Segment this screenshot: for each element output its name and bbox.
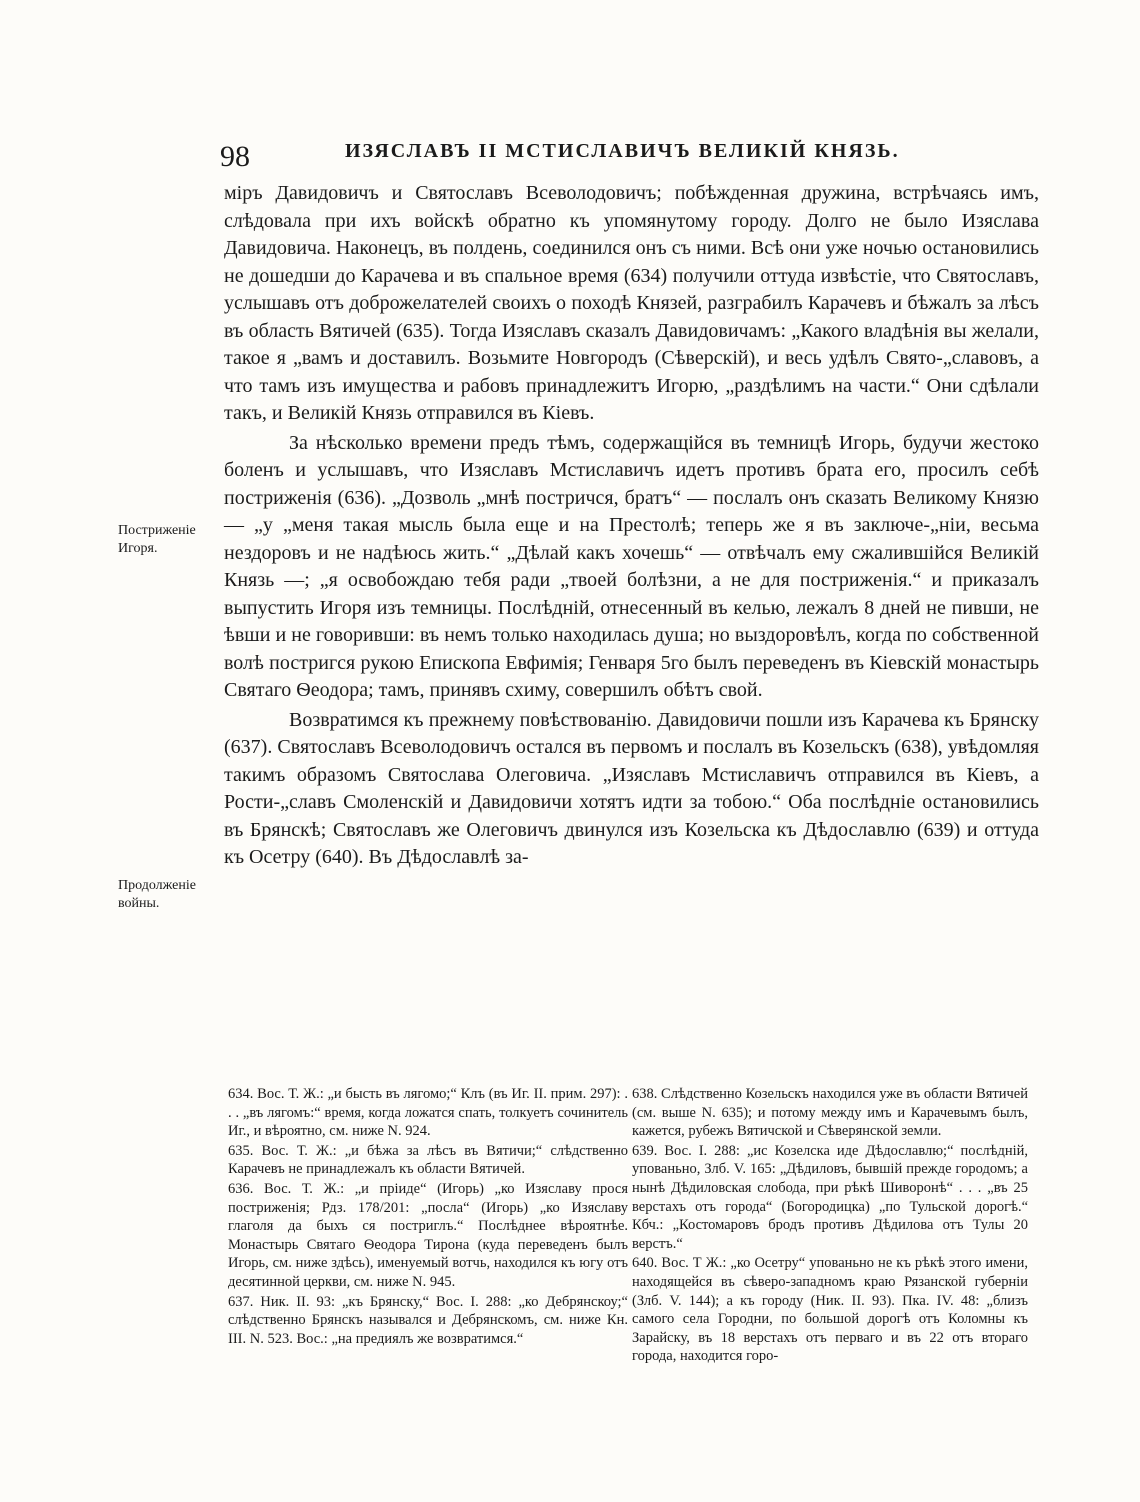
page-number: 98 <box>220 140 250 173</box>
footnote-637: 637. Ник. II. 93: „къ Брянску,“ Вос. I. 288: „ко Дебрянскоу;“ слѣдственно Брянскъ назывался и Дебрянскомъ, см. ниже Кн. III. N. 523. Вос.: „на предиялъ же возвратимся.“ <box>228 1293 628 1347</box>
body-text <box>224 180 1039 872</box>
footnote-639: 639. Вос. I. 288: „ис Козелска иде Дѣдославлю;“ послѣдній, упованьно, Злб. V. 165: „Дѣдиловъ, бывшій прежде городомъ; а нынѣ Дѣдиловская слобода, при рѣкѣ Шиворонѣ“ . . . „въ 25 верстахъ отъ города“ (Богородицка) „по Тульской дорогѣ.“ Кбч.: „Костомаровъ бродъ противъ Дѣдилова отъ Тулы 20 верстъ.“ <box>632 1142 1028 1252</box>
running-title: ИЗЯСЛАВЪ II МСТИСЛАВИЧЪ ВЕЛИКІЙ КНЯЗЬ. <box>345 140 900 162</box>
body-paragraph: Возвратимся къ прежнему повѣствованію. Давидовичи пошли изъ Карачева къ Брянску (637). Святославъ Всеволодовичъ остался въ первомъ и послалъ въ Козельскъ (638), увѣдомляя такимъ образомъ Святослава Олеговича. „Изяславъ Мстиславичъ отправился въ Кіевъ, а Рости-„славъ Смоленскій и Давидовичи хотятъ идти за тобою.“ Оба послѣдніе остановились въ Брянскѣ; Святославъ же Олеговичъ двинулся изъ Козельска къ Дѣдославлю (639) и оттуда къ Осетру (640). Въ Дѣдославлѣ за- <box>224 708 1039 868</box>
footnote-635: 635. Вос. Т. Ж.: „и бѣжа за лѣсъ въ Вятичи;“ слѣдственно Карачевъ не принадлежалъ къ области Вятичей. <box>228 1142 628 1178</box>
footnote-636: 636. Вос. Т. Ж.: „и пріиде“ (Игорь) „ко Изяславу прося постриженія; Рдз. 178/201: „посла“ (Игорь) „ко Изяславу глаголя да быхъ ся постриглъ.“ Послѣднее вѣроятнѣе. Монастырь Святаго Ѳеодора Тирона (куда переведенъ былъ Игорь, см. ниже здѣсь), именуемый вотчь, находился къ югу отъ десятинной церкви, см. ниже N. 945. <box>228 1180 628 1290</box>
footnote-634: 634. Вос. Т. Ж.: „и бысть въ лягомо;“ Клъ (въ Иг. II. прим. 297): . . . „въ лягомъ:“ время, когда ложатся спать, толкуетъ сочинитель Иг., и вѣроятно, см. ниже N. 924. <box>228 1086 628 1140</box>
footnotes-left-column <box>228 1085 628 1349</box>
body-paragraph: За нѣсколько времени предъ тѣмъ, содержащійся въ темницѣ Игорь, будучи жестоко боленъ и услышавъ, что Изяславъ Мстиславичъ идетъ противъ брата его, просилъ себѣ постриженія (636). „Дозволь „мнѣ постричся, братъ“ — послалъ онъ сказать Великому Князю — „у „меня такая мысль была еще и на Престолѣ; теперь же я въ заключе-„ніи, весьма нездоровъ и не надѣюсь жить.“ „Дѣлай какъ хочешь“ — отвѣчалъ ему сжалившійся Великій Князь —; „я освобождаю тебя ради „твоей болѣзни, а не для постриженія.“ и приказалъ выпустить Игоря изъ темницы. Послѣдній, отнесенный въ келью, лежалъ 8 дней не пивши, не ѣвши и не говоривши: въ немъ только находилась душа; но выздоровѣлъ, когда по собственной волѣ постригся рукою Епископа Евфимія; Генваря 5го былъ переведенъ въ Кіевскій монастырь Святаго Ѳеодора; тамъ, принявъ схиму, совершилъ обѣтъ свой. <box>224 431 1039 701</box>
margin-note-war: Продолженіе войны. <box>118 878 196 911</box>
body-paragraph: міръ Давидовичъ и Святославъ Всеволодовичъ; побѣжденная дружина, встрѣчаясь имъ, слѣдовала при ихъ войскѣ обратно къ упомянутому городу. Долго не было Изяслава Давидовича. Наконецъ, въ полдень, соединился онъ съ ними. Всѣ они уже ночью остановились не дошедши до Карачева и въ спальное время (634) получили оттуда извѣстіе, что Святославъ, услышавъ отъ доброжелателей своихъ о походѣ Князей, разграбилъ Карачевъ и бѣжалъ за лѣсъ въ область Вятичей (635). Тогда Изяславъ сказалъ Давидовичамъ: „Какого владѣнія вы желали, такое я „вамъ и доставилъ. Возьмите Новгородъ (Сѣверскій), и весь удѣлъ Свято-„славовъ, а что тамъ изъ имущества и рабовъ принадлежитъ Игорю, „раздѣлимъ на части.“ Они сдѣлали такъ, и Великій Князь отправился въ Кіевъ. <box>224 182 1039 424</box>
margin-note-tonsure: Постриженіе Игоря. <box>118 523 196 556</box>
footnote-640: 640. Вос. Т Ж.: „ко Осетру“ упованьно не къ рѣкѣ этого имени, находящейся въ сѣверо-западномъ краю Рязанской губерніи (Злб. V. 144); а къ городу (Ник. II. 93). Пка. IV. 48: „близъ самого села Городни, по большой дорогѣ отъ Коломны къ Зарайску, въ 18 верстахъ отъ перваго и въ 22 отъ вторaго города, находится горо- <box>632 1255 1028 1365</box>
footnotes-right-column <box>632 1085 1028 1367</box>
footnote-638: 638. Слѣдственно Козельскъ находился уже въ области Вятичей (см. выше N. 635); и потому между имъ и Карачевымъ былъ, кажется, рубежъ Вятичской и Сѣверянской земли. <box>632 1086 1028 1140</box>
